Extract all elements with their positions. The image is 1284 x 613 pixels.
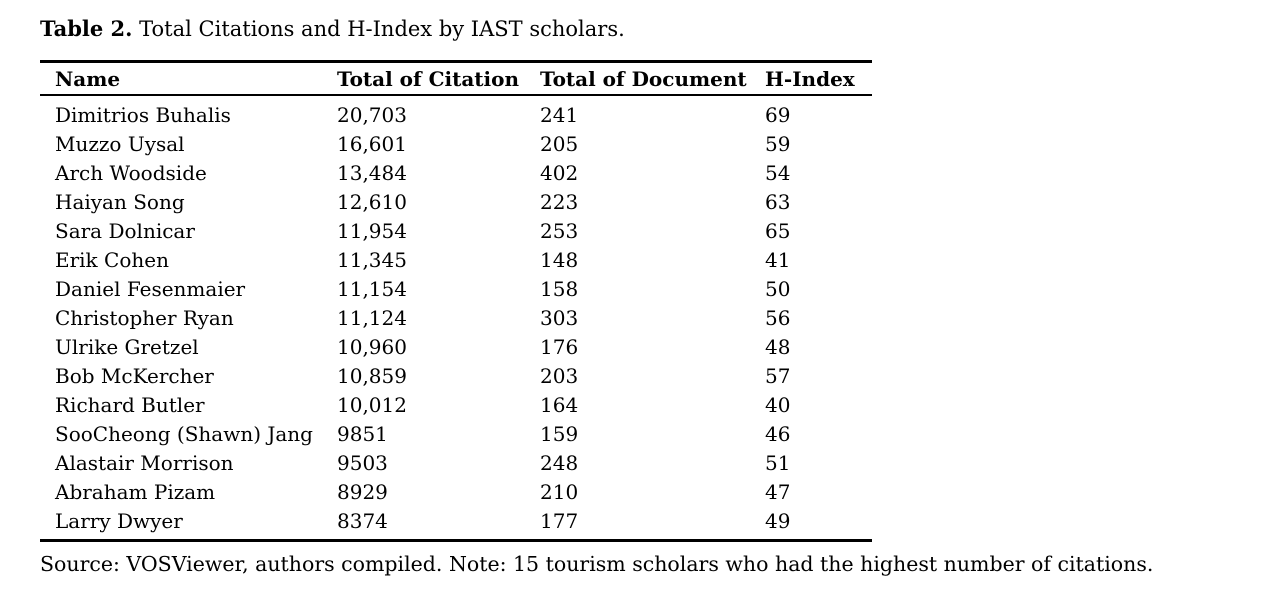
table-cell-h-index: 49 — [765, 508, 791, 533]
table-cell-total-document: 223 — [540, 189, 579, 214]
table-cell-h-index: 69 — [765, 102, 791, 127]
table-row — [40, 95, 872, 129]
table-cell-h-index: 47 — [765, 479, 791, 504]
table-cell-total-document: 248 — [540, 450, 579, 475]
table-cell-name: Bob McKercher — [55, 363, 214, 388]
table-row — [40, 303, 872, 332]
table-cell-name: Christopher Ryan — [55, 305, 234, 330]
table-cell-total-citation: 9851 — [337, 421, 388, 446]
column-header-total-citation: Total of Citation — [337, 62, 540, 96]
table-cell-total-document: 159 — [540, 421, 579, 446]
table-cell-h-index: 48 — [765, 334, 791, 359]
table-cell-total-document: 176 — [540, 334, 579, 359]
table-cell-name: Abraham Pizam — [55, 479, 216, 504]
table-cell-total-citation: 10,859 — [337, 363, 407, 388]
table-cell-total-citation: 10,012 — [337, 392, 407, 417]
scholars-table — [40, 60, 872, 542]
table-row — [40, 477, 872, 506]
table-row — [40, 390, 872, 419]
table-cell-total-citation: 11,124 — [337, 305, 407, 330]
table-cell-h-index: 41 — [765, 247, 791, 272]
table-cell-name: Arch Woodside — [55, 160, 207, 185]
table-row — [40, 274, 872, 303]
table-header-row — [40, 62, 872, 96]
table-cell-name: Dimitrios Buhalis — [55, 102, 231, 127]
table-row — [40, 361, 872, 390]
table-row — [40, 448, 872, 477]
table-cell-name: Richard Butler — [55, 392, 205, 417]
table-cell-total-citation: 8929 — [337, 479, 388, 504]
table-cell-total-document: 203 — [540, 363, 579, 388]
table-cell-total-document: 241 — [540, 102, 579, 127]
table-cell-h-index: 59 — [765, 131, 791, 156]
table-caption-label: Table 2. — [40, 16, 133, 41]
table-cell-total-citation: 11,954 — [337, 218, 407, 243]
table-cell-total-citation: 11,345 — [337, 247, 407, 272]
table-cell-total-document: 148 — [540, 247, 579, 272]
table-cell-total-document: 210 — [540, 479, 579, 504]
table-cell-total-citation: 13,484 — [337, 160, 407, 185]
table-cell-total-citation: 10,960 — [337, 334, 407, 359]
table-row — [40, 129, 872, 158]
source-note: Source: VOSViewer, authors compiled. Note: 15 tourism scholars who had the highest number of citations. — [40, 552, 1154, 576]
table-cell-name: Muzzo Uysal — [55, 131, 185, 156]
table-cell-total-citation: 20,703 — [337, 102, 407, 127]
table-cell-h-index: 65 — [765, 218, 791, 243]
table-row — [40, 245, 872, 274]
table-row — [40, 158, 872, 187]
table-cell-h-index: 46 — [765, 421, 791, 446]
table-cell-name: Ulrike Gretzel — [55, 334, 199, 359]
table-body — [40, 95, 872, 541]
table-cell-total-document: 253 — [540, 218, 579, 243]
table-caption-text: Total Citations and H-Index by IAST scholars. — [132, 17, 625, 41]
table-cell-total-citation: 8374 — [337, 508, 388, 533]
table-row — [40, 216, 872, 245]
table-row — [40, 332, 872, 361]
table-cell-total-citation: 9503 — [337, 450, 388, 475]
table-cell-name: Sara Dolnicar — [55, 218, 195, 243]
table-row — [40, 506, 872, 541]
table-cell-name: SooCheong (Shawn) Jang — [55, 421, 313, 446]
table-cell-h-index: 50 — [765, 276, 791, 301]
table-cell-name: Erik Cohen — [55, 247, 169, 272]
table-cell-name: Larry Dwyer — [55, 508, 183, 533]
table-cell-total-citation: 16,601 — [337, 131, 407, 156]
table-cell-total-document: 177 — [540, 508, 579, 533]
table-cell-h-index: 56 — [765, 305, 791, 330]
table-cell-total-document: 303 — [540, 305, 579, 330]
table-cell-name: Daniel Fesenmaier — [55, 276, 246, 301]
table-cell-total-citation: 11,154 — [337, 276, 407, 301]
table-cell-h-index: 54 — [765, 160, 791, 185]
table-caption — [40, 14, 1254, 44]
table-cell-name: Alastair Morrison — [55, 450, 234, 475]
table-cell-h-index: 57 — [765, 363, 791, 388]
table-cell-total-document: 205 — [540, 131, 579, 156]
column-header-total-document: Total of Document — [540, 62, 765, 96]
column-header-name: Name — [40, 62, 337, 96]
column-header-h-index: H-Index — [765, 62, 872, 96]
table-cell-h-index: 40 — [765, 392, 791, 417]
table-cell-h-index: 51 — [765, 450, 791, 475]
table-cell-total-document: 158 — [540, 276, 579, 301]
table-cell-total-document: 402 — [540, 160, 579, 185]
table-cell-total-document: 164 — [540, 392, 579, 417]
table-cell-h-index: 63 — [765, 189, 791, 214]
table-row — [40, 187, 872, 216]
table-header — [40, 62, 872, 96]
table-row — [40, 419, 872, 448]
table-cell-name: Haiyan Song — [55, 189, 185, 214]
table-cell-total-citation: 12,610 — [337, 189, 407, 214]
